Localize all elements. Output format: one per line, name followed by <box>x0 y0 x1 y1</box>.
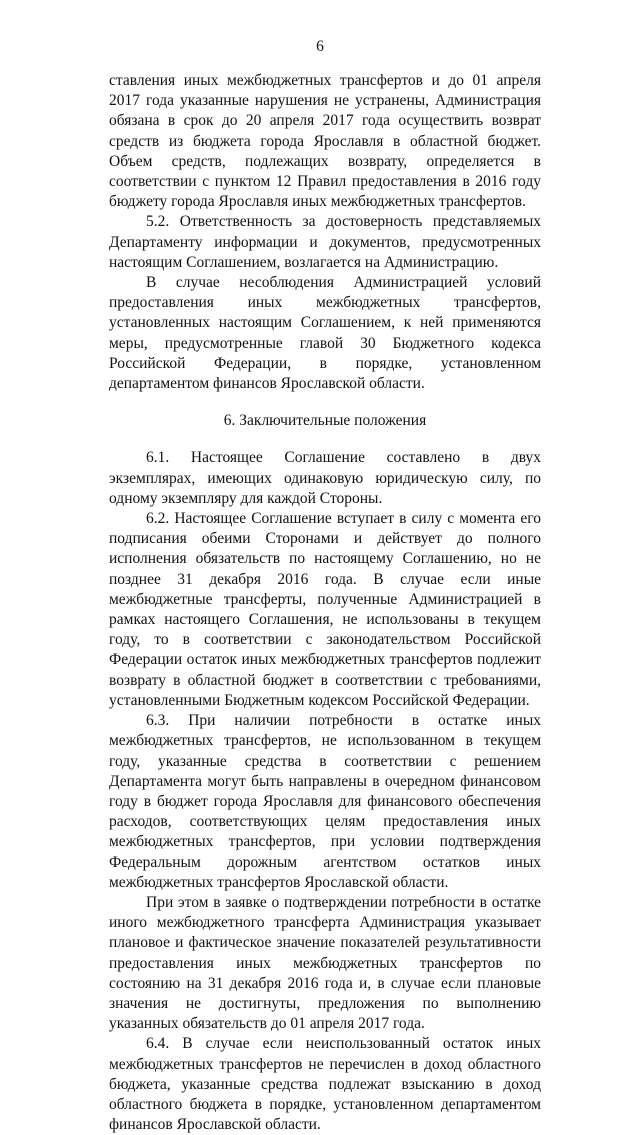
paragraph-6-2: 6.2. Настоящее Соглашение вступает в силу с момента его подписания обеими Сторонами и действует до полного исполнения обязательств по настоящему Соглашению, но не позднее 31 декабря 2016 года. В случае если иные межбюджетные трансферты, полученные Администрацией в рамках настоящего Соглашения, не использованы в текущем году, то в соответствии с законодательством Российской Федерации остаток иных межбюджетных трансфертов подлежит возврату в областной бюджет в соответствии с требованиями, установленными Бюджетным кодексом Российской Федерации. <box>109 510 541 709</box>
document-body <box>109 71 541 1135</box>
paragraph-6-4: 6.4. В случае если неиспользованный остаток иных межбюджетных трансфертов не перечислен в доход областного бюджета, указанные средства подлежат взысканию в доход областного бюджета в порядке, установленном департаментом финансов Ярославской области. <box>109 1035 541 1134</box>
section-heading: 6. Заключительные положения <box>223 412 427 430</box>
paragraph-6-3: 6.3. При наличии потребности в остатке иных межбюджетных трансфертов, не использованном в текущем году, указанные средства в соответствии с решением Департамента могут быть направлены в очередном финансовом году в бюджет города Ярославля для финансового обеспечения расходов, соответствующих целям предоставления иных межбюджетных трансфертов, при условии подтверждения Федеральным дорожным агентством остатков иных межбюджетных трансфертов Ярославской области. <box>109 712 541 891</box>
paragraph-5-2: 5.2. Ответственность за достоверность представляемых Департаменту информации и документов, предусмотренных настоящим Соглашением, возлагается на Администрацию. <box>109 213 541 271</box>
page-number: 6 <box>316 38 324 55</box>
paragraph-continuation: ставления иных межбюджетных трансфертов и до 01 апреля 2017 года указанные нарушения не устранены, Администрация обязана в срок до 20 апреля 2017 года осуществить возврат средств из бюджета города Ярославля в областной бюджет. Объем средств, подлежащих возврату, определяется в соответствии с пунктом 12 Правил предоставления в 2016 году бюджету города Ярославля иных межбюджетных трансфертов. <box>109 72 541 211</box>
paragraph-non-compliance: В случае несоблюдения Администрацией условий предоставления иных межбюджетных трансфертов, установленных настоящим Соглашением, к ней применяются меры, предусмотренные главой 30 Бюджетного кодекса Российской Федерации, в порядке, установленном департаментом финансов Ярославской области. <box>109 274 541 393</box>
paragraph-application: При этом в заявке о подтверждении потребности в остатке иного межбюджетного трансферта Администрация указывает плановое и фактическое значение показателей результативности предоставления иных межбюджетных трансфертов по состоянию на 31 декабря 2016 года и, в случае если плановые значения не достигнуты, предложения по выполнению указанных обязательств до 01 апреля 2017 года. <box>109 893 541 1033</box>
paragraph-6-1: 6.1. Настоящее Соглашение составлено в двух экземплярах, имеющих одинаковую юридическую силу, по одному экземпляру для каждой Стороны. <box>109 449 541 507</box>
